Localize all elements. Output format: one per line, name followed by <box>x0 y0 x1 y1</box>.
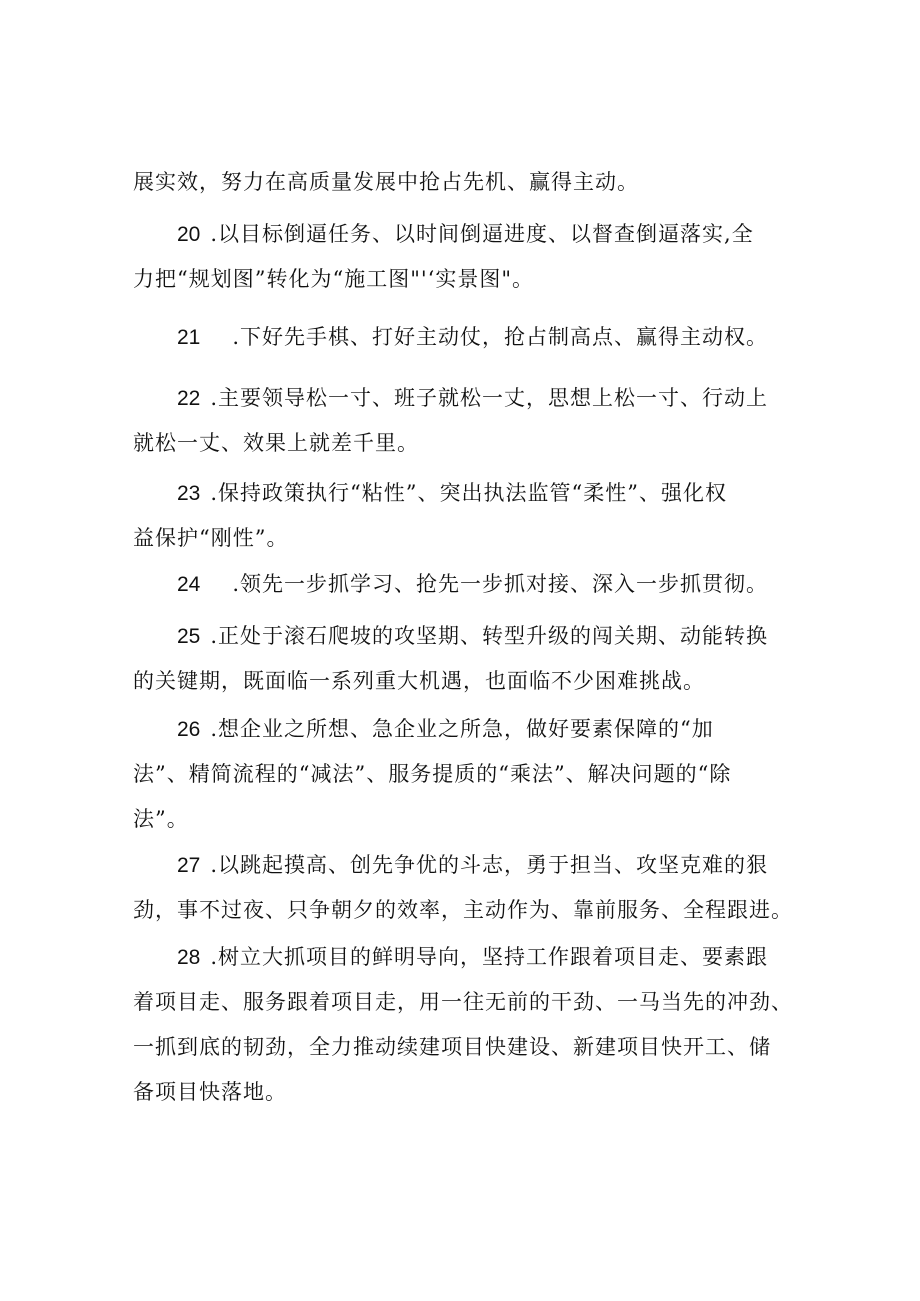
item-number: 22 <box>177 387 201 410</box>
paragraph-line: 益保护“刚性”。 <box>133 526 289 550</box>
paragraph-26 <box>133 707 803 842</box>
item-number: 21 <box>177 326 201 349</box>
paragraph-line: 法”。 <box>133 807 189 831</box>
paragraph-line: 劲，事不过夜、只争朝夕的效率，主动作为、靠前服务、全程跟进。 <box>133 898 793 922</box>
paragraph-22 <box>133 376 803 466</box>
item-number: 27 <box>177 854 201 877</box>
paragraph-25 <box>133 614 803 704</box>
paragraph-line: .主要领导松一寸、班子就松一丈，思想上松一寸、行动上 <box>210 386 769 410</box>
paragraph-line: 就松一丈、效果上就差千里。 <box>133 431 419 455</box>
paragraph-line: 一抓到底的韧劲，全力推动续建项目快建设、新建项目快开工、储 <box>133 1035 771 1059</box>
paragraph-line: .想企业之所想、急企业之所急，做好要素保障的“加 <box>210 717 714 741</box>
paragraph-line: .以跳起摸高、创先争优的斗志，勇于担当、攻坚克难的狠 <box>210 853 769 877</box>
paragraph-line: 备项目快落地。 <box>133 1080 287 1104</box>
paragraph-line: 展实效，努力在高质量发展中抢占先机、赢得主动。 <box>133 170 639 194</box>
item-number: 28 <box>177 946 201 969</box>
paragraph-line: 力把“规划图”转化为“施工图"'‘实景图"。 <box>133 267 534 291</box>
paragraph-line: 法”、精简流程的“减法”、服务提质的“乘法”、解决问题的“除 <box>133 762 732 786</box>
paragraph-21 <box>133 315 803 360</box>
paragraph-24 <box>133 562 803 607</box>
paragraph-line: .保持政策执行“粘性”、突出执法监管“柔性”、强化权 <box>210 481 727 505</box>
paragraph-28 <box>133 935 803 1115</box>
paragraph-continuation <box>133 160 803 205</box>
paragraph-27 <box>133 843 803 933</box>
paragraph-line: .树立大抓项目的鲜明导向，坚持工作跟着项目走、要素跟 <box>210 945 769 969</box>
paragraph-line: .正处于滚石爬坡的攻坚期、转型升级的闯关期、动能转换 <box>210 624 769 648</box>
item-number: 26 <box>177 718 201 741</box>
paragraph-line: .领先一步抓学习、抢先一步抓对接、深入一步抓贯彻。 <box>232 572 769 596</box>
item-number: 25 <box>177 625 201 648</box>
item-number: 20 <box>177 223 201 246</box>
paragraph-line: 的关键期，既面临一系列重大机遇，也面临不少困难挑战。 <box>133 669 705 693</box>
paragraph-line: .下好先手棋、打好主动仗，抢占制高点、赢得主动权。 <box>232 325 769 349</box>
paragraph-20 <box>133 212 803 302</box>
item-number: 23 <box>177 482 201 505</box>
paragraph-line: .以目标倒逼任务、以时间倒逼进度、以督查倒逼落实,全 <box>210 222 754 246</box>
paragraph-line: 着项目走、服务跟着项目走，用一往无前的干劲、一马当先的冲劲、 <box>133 990 793 1014</box>
paragraph-23 <box>133 471 803 561</box>
item-number: 24 <box>177 573 201 596</box>
